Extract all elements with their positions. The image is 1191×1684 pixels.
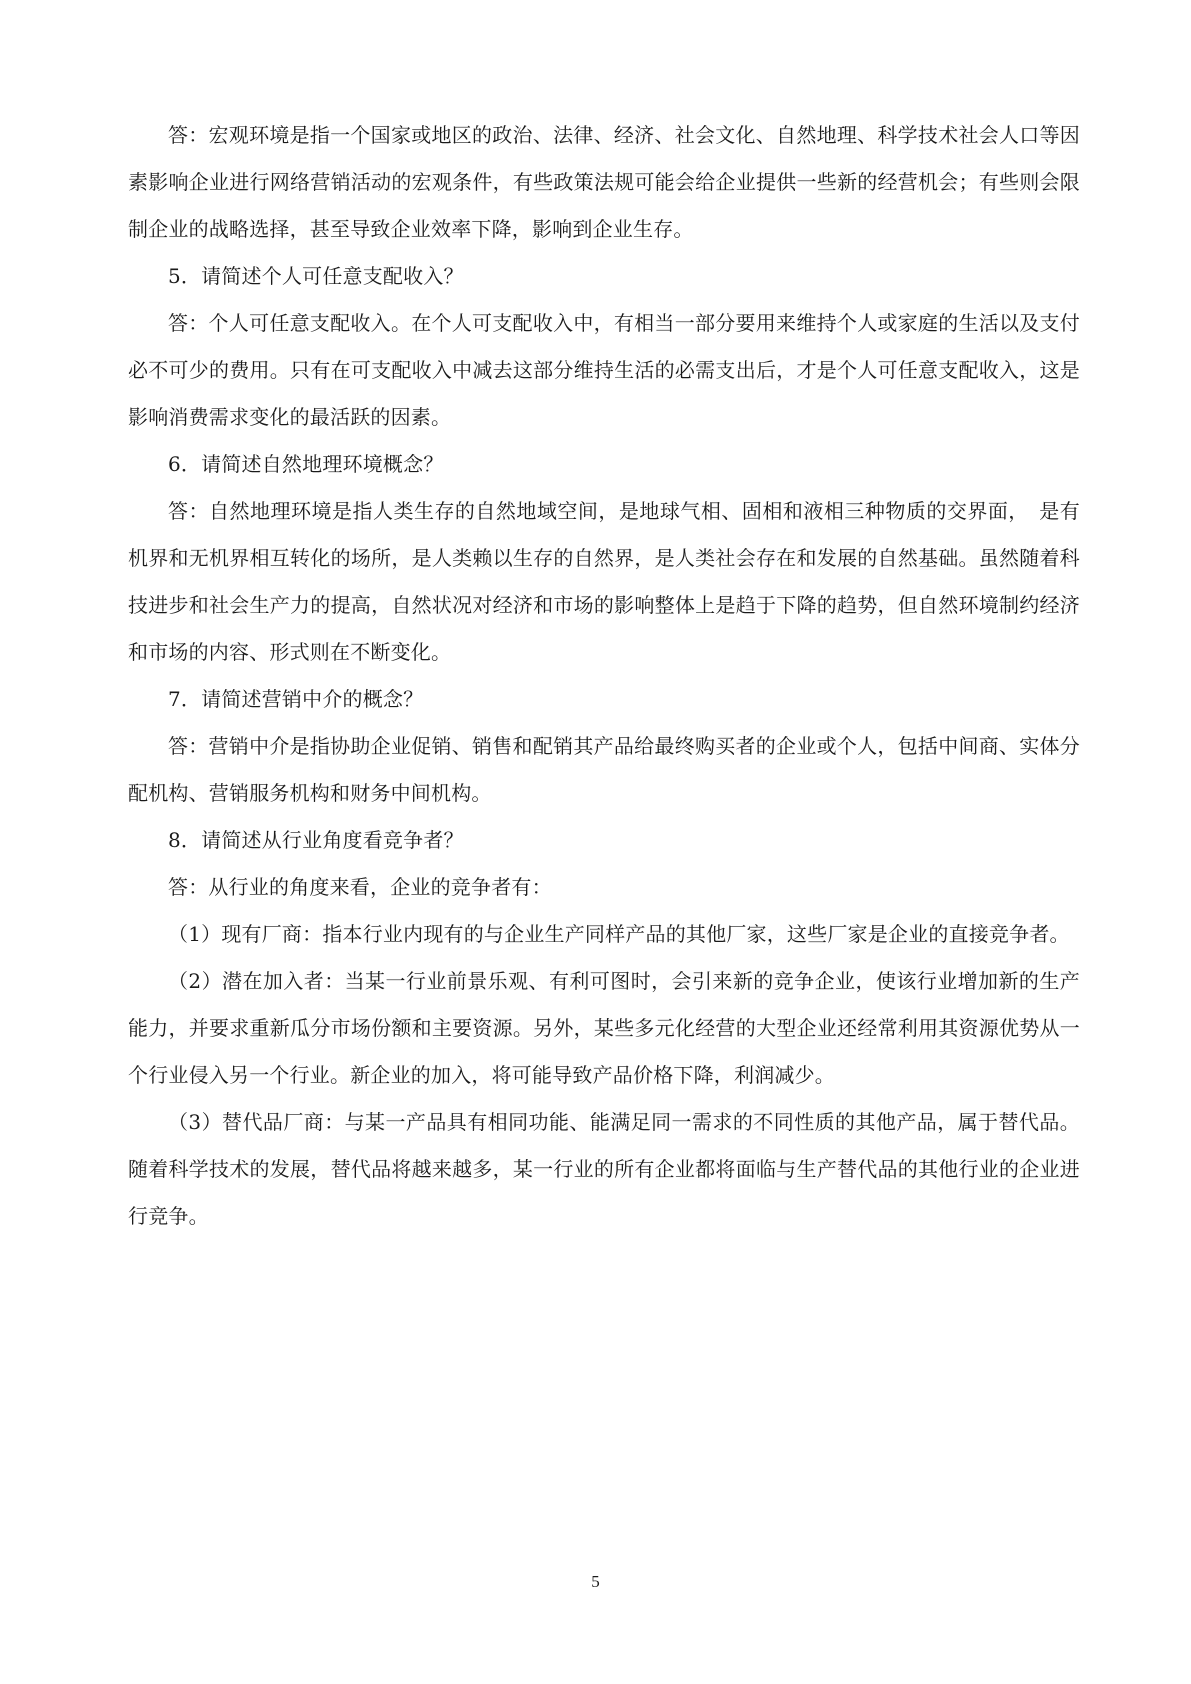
question-heading: 8．请简述从行业角度看竞争者？ <box>168 828 464 852</box>
page-number: 5 <box>591 1572 600 1591</box>
question-heading: 5．请简述个人可任意支配收入？ <box>168 264 464 288</box>
list-item-paragraph: （3）替代品厂商：与某一产品具有相同功能、能满足同一需求的不同性质的其他产品，属于替代品。随着科学技术的发展，替代品将越来越多，某一行业的所有企业都将面临与生产替代品的其他行业的企业进行竞争。 <box>128 1110 1080 1228</box>
page-body <box>128 112 1080 1240</box>
answer-paragraph: 答：从行业的角度来看，企业的竞争者有： <box>168 875 552 899</box>
answer-paragraph: 答：自然地理环境是指人类生存的自然地域空间，是地球气相、固相和液相三种物质的交界面， 是有机界和无机界相互转化的场所，是人类赖以生存的自然界，是人类社会存在和发展的自然基础。虽然随着科技进步和社会生产力的提高，自然状况对经济和市场的影响整体上是趋于下降的趋势，但自然环境制约经济和市场的内容、形式则在不断变化。 <box>128 499 1080 664</box>
answer-paragraph: 答：个人可任意支配收入。在个人可支配收入中，有相当一部分要用来维持个人或家庭的生活以及支付必不可少的费用。只有在可支配收入中减去这部分维持生活的必需支出后，才是个人可任意支配收入，这是影响消费需求变化的最活跃的因素。 <box>128 311 1080 429</box>
answer-paragraph: 答：宏观环境是指一个国家或地区的政治、法律、经济、社会文化、自然地理、科学技术社会人口等因素影响企业进行网络营销活动的宏观条件，有些政策法规可能会给企业提供一些新的经营机会；有些则会限制企业的战略选择，甚至导致企业效率下降，影响到企业生存。 <box>128 123 1080 241</box>
answer-paragraph: 答：营销中介是指协助企业促销、销售和配销其产品给最终购买者的企业或个人，包括中间商、实体分配机构、营销服务机构和财务中间机构。 <box>128 734 1080 805</box>
question-heading: 6．请简述自然地理环境概念？ <box>168 452 444 476</box>
question-heading: 7．请简述营销中介的概念？ <box>168 687 424 711</box>
list-item-paragraph: （1）现有厂商：指本行业内现有的与企业生产同样产品的其他厂家，这些厂家是企业的直接竞争者。 <box>168 922 1070 946</box>
list-item-paragraph: （2）潜在加入者：当某一行业前景乐观、有利可图时，会引来新的竞争企业，使该行业增加新的生产能力，并要求重新瓜分市场份额和主要资源。另外，某些多元化经营的大型企业还经常利用其资源优势从一个行业侵入另一个行业。新企业的加入，将可能导致产品价格下降，利润减少。 <box>128 969 1080 1087</box>
